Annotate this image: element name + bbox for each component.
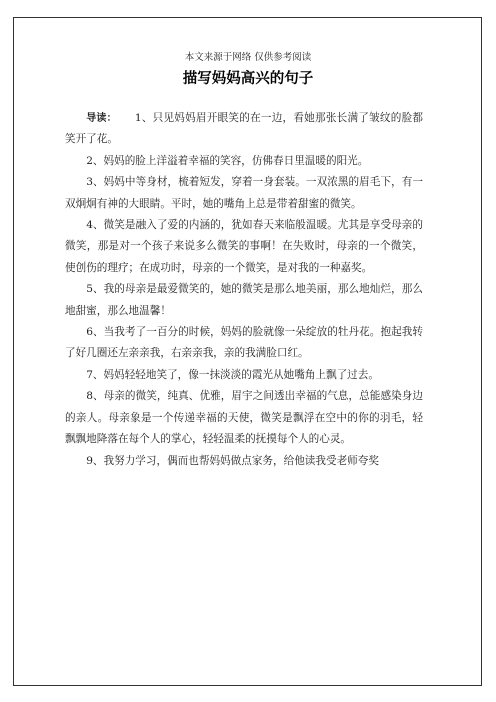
paragraph-6: 6、当我考了一百分的时候，妈妈的脸就像一朵绽放的牡丹花。抱起我转了好几圈还左亲亲我，右亲亲我，亲的我满脸口红。	[65, 326, 423, 360]
page-title: 描写妈妈高兴的句子	[182, 71, 314, 87]
paragraph-7: 7、妈妈轻轻地笑了，像一抹淡淡的霞光从她嘴角上飘了过去。	[86, 368, 379, 381]
source-note: 本文来源于网络 仅供参考阅读	[184, 52, 312, 63]
paragraph-5: 5、我的母亲是最爱微笑的，她的微笑是那么地美丽，那么地灿烂，那么地甜蜜，那么地温馨！	[65, 283, 423, 317]
paragraph-9: 9、我努力学习，偶而也帮妈妈做点家务，给他读我受老师夸奖	[86, 454, 379, 467]
lead-label: 导读：	[86, 113, 117, 124]
article-body	[65, 108, 423, 472]
paragraph-text: 1、只见妈妈眉开眼笑的在一边，看她那张长满了皱纹的脸都笑开了花。	[65, 112, 423, 146]
paragraph-2: 2、妈妈的脸上洋溢着幸福的笑容，仿佛春日里温暖的阳光。	[86, 154, 369, 167]
paragraph-4: 4、微笑是融入了爱的内涵的，犹如春天来临般温暖。尤其是享受母亲的微笑，那是对一个孩子来说多么微笑的事啊！在失败时，母亲的一个微笑，使创伤的理疗；在成功时，母亲的一个微笑，是对我的一种嘉奖。	[65, 219, 423, 274]
paragraph-3: 3、妈妈中等身材，梳着短发，穿着一身套装。一双浓黑的眉毛下，有一双炯炯有神的大眼睛。平时，她的嘴角上总是带着甜蜜的微笑。	[65, 176, 423, 210]
paragraph-8: 8、母亲的微笑，纯真、优雅，眉宇之间透出幸福的气息，总能感染身边的亲人。母亲象是一个传递幸福的天使，微笑是飘浮在空中的你的羽毛，轻飘飘地降落在每个人的掌心，轻轻温柔的抚摸每个人的心灵。	[65, 390, 423, 446]
paragraph-1	[65, 108, 423, 151]
